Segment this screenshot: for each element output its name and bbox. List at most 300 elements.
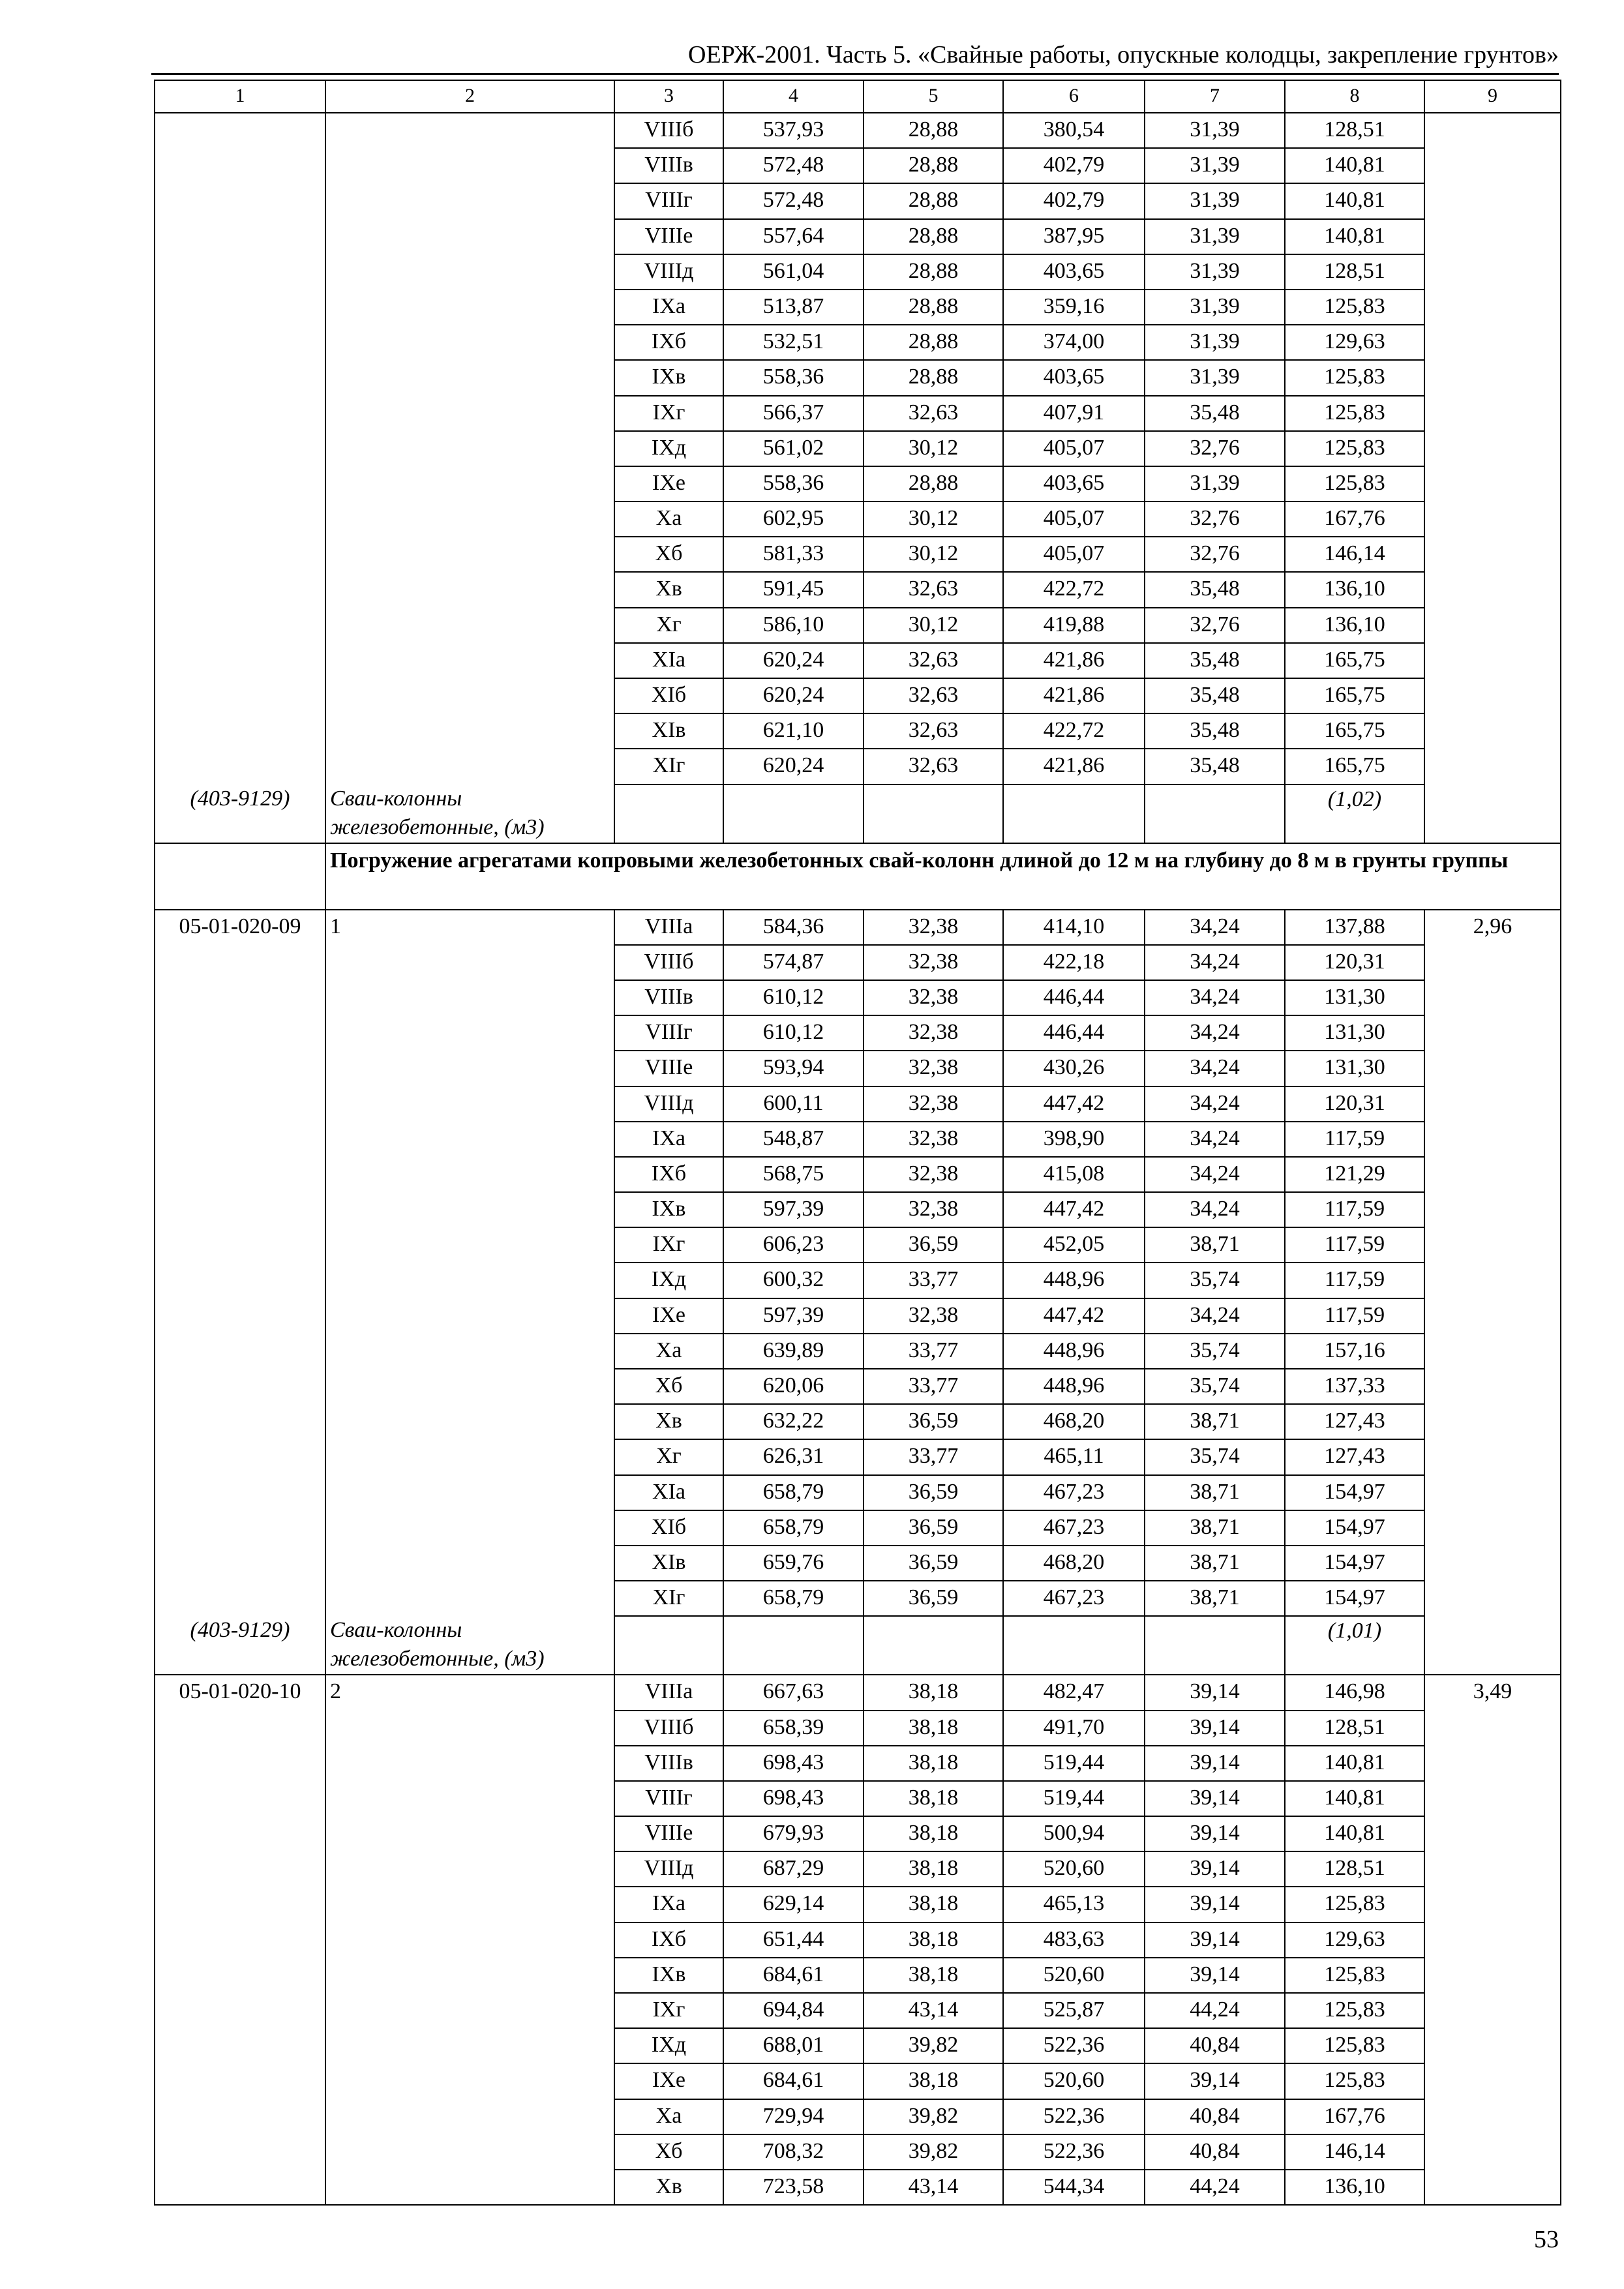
total-cost-cell: 581,33	[723, 537, 864, 572]
soil-category-cell: VIIIг	[614, 183, 723, 218]
norm-code-cell	[155, 1439, 325, 1474]
wages-cell: 28,88	[864, 183, 1003, 218]
soil-category-cell: IXб	[614, 325, 723, 360]
machine-cost-cell: 403,65	[1003, 466, 1145, 501]
wages-cell: 38,18	[864, 1675, 1003, 1710]
labor-rate-cell	[1424, 1711, 1561, 1746]
norm-code-cell	[155, 608, 325, 643]
resource-empty-cell	[1145, 785, 1285, 843]
materials-cost-cell: 128,51	[1285, 1851, 1424, 1887]
wages-cell: 36,59	[864, 1510, 1003, 1546]
soil-category-cell: XIг	[614, 1581, 723, 1616]
wages-cell: 28,88	[864, 254, 1003, 290]
wages-cell: 33,77	[864, 1334, 1003, 1369]
total-cost-cell: 610,12	[723, 980, 864, 1015]
machine-cost-cell: 465,13	[1003, 1887, 1145, 1922]
soil-group-cell	[325, 537, 614, 572]
norm-code-cell	[155, 2063, 325, 2099]
soil-group-cell: 1	[325, 910, 614, 945]
wages-cell: 32,63	[864, 678, 1003, 713]
wages-cell: 33,77	[864, 1263, 1003, 1298]
norm-code-cell	[155, 1334, 325, 1369]
materials-cost-cell: 129,63	[1285, 1922, 1424, 1958]
resource-empty-cell	[864, 785, 1003, 843]
norm-code-cell	[155, 1958, 325, 1993]
soil-group-cell	[325, 2170, 614, 2205]
materials-cost-cell: 136,10	[1285, 572, 1424, 607]
total-cost-cell: 723,58	[723, 2170, 864, 2205]
soil-group-cell	[325, 396, 614, 431]
machine-cost-cell: 465,11	[1003, 1439, 1145, 1474]
norm-code-cell	[155, 2028, 325, 2063]
total-cost-cell: 620,06	[723, 1369, 864, 1404]
soil-category-cell: Xа	[614, 501, 723, 537]
machine-cost-cell: 520,60	[1003, 2063, 1145, 2099]
norm-code-cell	[155, 1369, 325, 1404]
column-number: 5	[864, 80, 1003, 113]
wages-cell: 32,38	[864, 945, 1003, 980]
labor-rate-cell	[1424, 1816, 1561, 1851]
norm-code-cell	[155, 1298, 325, 1334]
driver-wages-cell: 38,71	[1145, 1581, 1285, 1616]
driver-wages-cell: 35,48	[1145, 678, 1285, 713]
materials-cost-cell: 117,59	[1285, 1122, 1424, 1157]
total-cost-cell: 586,10	[723, 608, 864, 643]
total-cost-cell: 620,24	[723, 643, 864, 678]
norm-code-cell	[155, 1711, 325, 1746]
machine-cost-cell: 447,42	[1003, 1086, 1145, 1122]
section-header-row	[155, 843, 1561, 910]
machine-cost-cell: 491,70	[1003, 1711, 1145, 1746]
materials-cost-cell: 140,81	[1285, 1781, 1424, 1816]
machine-cost-cell: 500,94	[1003, 1816, 1145, 1851]
wages-cell: 39,82	[864, 2134, 1003, 2170]
soil-category-cell: Xб	[614, 537, 723, 572]
labor-rate-cell	[1424, 1122, 1561, 1157]
wages-cell: 33,77	[864, 1439, 1003, 1474]
total-cost-cell: 684,61	[723, 2063, 864, 2099]
wages-cell: 30,12	[864, 431, 1003, 466]
materials-cost-cell: 154,97	[1285, 1581, 1424, 1616]
driver-wages-cell: 32,76	[1145, 431, 1285, 466]
total-cost-cell: 639,89	[723, 1334, 864, 1369]
soil-category-cell: VIIIд	[614, 1086, 723, 1122]
driver-wages-cell: 35,48	[1145, 643, 1285, 678]
soil-category-cell: Xг	[614, 608, 723, 643]
soil-group-cell	[325, 2134, 614, 2170]
total-cost-cell: 658,39	[723, 1711, 864, 1746]
labor-rate-cell	[1424, 1051, 1561, 1086]
driver-wages-cell: 39,14	[1145, 1887, 1285, 1922]
soil-category-cell: Xг	[614, 1439, 723, 1474]
driver-wages-cell: 38,71	[1145, 1404, 1285, 1439]
materials-cost-cell: 125,83	[1285, 360, 1424, 395]
table-row	[155, 1993, 1561, 2028]
machine-cost-cell: 374,00	[1003, 325, 1145, 360]
wages-cell: 43,14	[864, 1993, 1003, 2028]
total-cost-cell: 698,43	[723, 1746, 864, 1781]
soil-group-cell	[325, 1439, 614, 1474]
total-cost-cell: 566,37	[723, 396, 864, 431]
soil-category-cell: Xв	[614, 572, 723, 607]
machine-cost-cell: 467,23	[1003, 1581, 1145, 1616]
soil-category-cell: XIа	[614, 1475, 723, 1510]
column-number: 2	[325, 80, 614, 113]
table-row	[155, 254, 1561, 290]
total-cost-cell: 729,94	[723, 2099, 864, 2134]
table-row	[155, 980, 1561, 1015]
norm-code-cell: 05-01-020-10	[155, 1675, 325, 1710]
column-number: 1	[155, 80, 325, 113]
soil-category-cell: XIб	[614, 678, 723, 713]
wages-cell: 30,12	[864, 501, 1003, 537]
soil-category-cell: Xв	[614, 2170, 723, 2205]
labor-rate-cell	[1424, 1334, 1561, 1369]
total-cost-cell: 651,44	[723, 1922, 864, 1958]
table-row	[155, 360, 1561, 395]
table-row	[155, 1298, 1561, 1334]
materials-cost-cell: 117,59	[1285, 1263, 1424, 1298]
norm-code-cell	[155, 2170, 325, 2205]
materials-cost-cell: 129,63	[1285, 325, 1424, 360]
total-cost-cell: 658,79	[723, 1581, 864, 1616]
materials-cost-cell: 140,81	[1285, 148, 1424, 183]
driver-wages-cell: 34,24	[1145, 945, 1285, 980]
labor-rate-cell	[1424, 608, 1561, 643]
table-row	[155, 1227, 1561, 1263]
wages-cell: 32,38	[864, 1298, 1003, 1334]
soil-category-cell: IXб	[614, 1157, 723, 1192]
driver-wages-cell: 31,39	[1145, 466, 1285, 501]
soil-category-cell: IXд	[614, 1263, 723, 1298]
norm-code-cell	[155, 1851, 325, 1887]
total-cost-cell: 610,12	[723, 1015, 864, 1051]
soil-group-cell	[325, 254, 614, 290]
soil-category-cell: Xв	[614, 1404, 723, 1439]
wages-cell: 38,18	[864, 1958, 1003, 1993]
norm-code-cell	[155, 1887, 325, 1922]
total-cost-cell: 632,22	[723, 1404, 864, 1439]
total-cost-cell: 593,94	[723, 1051, 864, 1086]
norm-code-cell	[155, 572, 325, 607]
table-row	[155, 2028, 1561, 2063]
resource-empty-cell	[723, 785, 864, 843]
materials-cost-cell: 165,75	[1285, 678, 1424, 713]
materials-cost-cell: 127,43	[1285, 1439, 1424, 1474]
soil-category-cell: IXд	[614, 431, 723, 466]
materials-cost-cell: 125,83	[1285, 1993, 1424, 2028]
norm-code-cell	[155, 254, 325, 290]
total-cost-cell: 591,45	[723, 572, 864, 607]
table-row	[155, 537, 1561, 572]
soil-group-cell	[325, 1298, 614, 1334]
norms-table-body	[155, 80, 1561, 2205]
soil-group-cell	[325, 1015, 614, 1051]
driver-wages-cell: 31,39	[1145, 254, 1285, 290]
total-cost-cell: 620,24	[723, 678, 864, 713]
machine-cost-cell: 447,42	[1003, 1192, 1145, 1227]
materials-cost-cell: 140,81	[1285, 183, 1424, 218]
machine-cost-cell: 421,86	[1003, 678, 1145, 713]
table-row	[155, 2063, 1561, 2099]
soil-group-cell	[325, 148, 614, 183]
resource-row	[155, 785, 1561, 843]
materials-cost-cell: 125,83	[1285, 1958, 1424, 1993]
soil-group-cell	[325, 1227, 614, 1263]
wages-cell: 32,38	[864, 1157, 1003, 1192]
driver-wages-cell: 39,14	[1145, 1851, 1285, 1887]
soil-group-cell	[325, 1263, 614, 1298]
column-number: 7	[1145, 80, 1285, 113]
soil-category-cell: VIIIа	[614, 910, 723, 945]
wages-cell: 32,38	[864, 1015, 1003, 1051]
soil-category-cell: IXв	[614, 360, 723, 395]
soil-group-cell	[325, 1369, 614, 1404]
materials-cost-cell: 146,14	[1285, 537, 1424, 572]
norms-table-container	[154, 80, 1561, 2206]
total-cost-cell: 561,02	[723, 431, 864, 466]
soil-group-cell	[325, 1086, 614, 1122]
wages-cell: 28,88	[864, 466, 1003, 501]
driver-wages-cell: 44,24	[1145, 1993, 1285, 2028]
soil-category-cell: IXб	[614, 1922, 723, 1958]
norm-code-cell: 05-01-020-09	[155, 910, 325, 945]
soil-category-cell: IXг	[614, 1993, 723, 2028]
machine-cost-cell: 468,20	[1003, 1546, 1145, 1581]
driver-wages-cell: 40,84	[1145, 2099, 1285, 2134]
page-header: ОЕРЖ-2001. Часть 5. «Свайные работы, опускные колодцы, закрепление грунтов»	[688, 41, 1559, 68]
table-row	[155, 608, 1561, 643]
driver-wages-cell: 31,39	[1145, 219, 1285, 254]
machine-cost-cell: 483,63	[1003, 1922, 1145, 1958]
norms-table	[154, 80, 1561, 2206]
materials-cost-cell: 137,88	[1285, 910, 1424, 945]
machine-cost-cell: 468,20	[1003, 1404, 1145, 1439]
driver-wages-cell: 38,71	[1145, 1510, 1285, 1546]
materials-cost-cell: 125,83	[1285, 396, 1424, 431]
driver-wages-cell: 34,24	[1145, 1051, 1285, 1086]
driver-wages-cell: 39,14	[1145, 1781, 1285, 1816]
total-cost-cell: 532,51	[723, 325, 864, 360]
materials-cost-cell: 157,16	[1285, 1334, 1424, 1369]
soil-category-cell: Xб	[614, 2134, 723, 2170]
soil-group-cell	[325, 980, 614, 1015]
resource-row	[155, 1616, 1561, 1675]
wages-cell: 38,18	[864, 1746, 1003, 1781]
norm-code-cell	[155, 749, 325, 784]
materials-cost-cell: 117,59	[1285, 1227, 1424, 1263]
table-row	[155, 572, 1561, 607]
norm-code-cell	[155, 1546, 325, 1581]
resource-quantity-cell: (1,01)	[1285, 1616, 1424, 1675]
wages-cell: 38,18	[864, 1711, 1003, 1746]
norm-code-cell	[155, 2134, 325, 2170]
soil-group-cell	[325, 1581, 614, 1616]
soil-category-cell: IXг	[614, 1227, 723, 1263]
machine-cost-cell: 405,07	[1003, 537, 1145, 572]
driver-wages-cell: 40,84	[1145, 2134, 1285, 2170]
materials-cost-cell: 117,59	[1285, 1298, 1424, 1334]
soil-category-cell: VIIIа	[614, 1675, 723, 1710]
wages-cell: 36,59	[864, 1546, 1003, 1581]
table-row	[155, 1746, 1561, 1781]
materials-cost-cell: 146,14	[1285, 2134, 1424, 2170]
total-cost-cell: 708,32	[723, 2134, 864, 2170]
total-cost-cell: 574,87	[723, 945, 864, 980]
wages-cell: 28,88	[864, 113, 1003, 148]
wages-cell: 32,63	[864, 749, 1003, 784]
wages-cell: 38,18	[864, 1781, 1003, 1816]
total-cost-cell: 667,63	[723, 1675, 864, 1710]
labor-rate-cell	[1424, 678, 1561, 713]
labor-rate-cell	[1424, 1958, 1561, 1993]
machine-cost-cell: 519,44	[1003, 1746, 1145, 1781]
labor-rate-cell	[1424, 1781, 1561, 1816]
soil-group-cell	[325, 1192, 614, 1227]
driver-wages-cell: 31,39	[1145, 360, 1285, 395]
soil-group-cell	[325, 1781, 614, 1816]
table-row	[155, 1015, 1561, 1051]
norm-code-cell	[155, 713, 325, 749]
table-row	[155, 1816, 1561, 1851]
norm-code-cell	[155, 1510, 325, 1546]
labor-rate-cell	[1424, 466, 1561, 501]
soil-category-cell: Xб	[614, 1369, 723, 1404]
labor-rate-cell	[1424, 290, 1561, 325]
machine-cost-cell: 446,44	[1003, 980, 1145, 1015]
driver-wages-cell: 39,14	[1145, 1711, 1285, 1746]
column-number: 4	[723, 80, 864, 113]
wages-cell: 28,88	[864, 148, 1003, 183]
machine-cost-cell: 430,26	[1003, 1051, 1145, 1086]
wages-cell: 30,12	[864, 537, 1003, 572]
soil-group-cell	[325, 113, 614, 148]
total-cost-cell: 620,24	[723, 749, 864, 784]
wages-cell: 36,59	[864, 1475, 1003, 1510]
labor-rate-cell	[1424, 1086, 1561, 1122]
table-row	[155, 466, 1561, 501]
header-rule	[151, 73, 1559, 75]
wages-cell: 28,88	[864, 290, 1003, 325]
resource-empty-cell	[1424, 785, 1561, 843]
soil-group-cell	[325, 183, 614, 218]
driver-wages-cell: 39,14	[1145, 1675, 1285, 1710]
norm-code-cell	[155, 219, 325, 254]
soil-group-cell	[325, 431, 614, 466]
labor-rate-cell	[1424, 749, 1561, 784]
labor-rate-cell	[1424, 1993, 1561, 2028]
table-row	[155, 1404, 1561, 1439]
table-row	[155, 2170, 1561, 2205]
norm-code-cell	[155, 2099, 325, 2134]
soil-group-cell	[325, 749, 614, 784]
labor-rate-cell	[1424, 1922, 1561, 1958]
column-number: 3	[614, 80, 723, 113]
materials-cost-cell: 165,75	[1285, 749, 1424, 784]
wages-cell: 32,63	[864, 643, 1003, 678]
table-row	[155, 325, 1561, 360]
soil-group-cell	[325, 572, 614, 607]
labor-rate-cell	[1424, 1015, 1561, 1051]
soil-group-cell	[325, 290, 614, 325]
column-number-row	[155, 80, 1561, 113]
norm-code-cell	[155, 1993, 325, 2028]
driver-wages-cell: 35,48	[1145, 396, 1285, 431]
materials-cost-cell: 128,51	[1285, 1711, 1424, 1746]
soil-category-cell: VIIIе	[614, 1816, 723, 1851]
norm-code-cell	[155, 1746, 325, 1781]
materials-cost-cell: 154,97	[1285, 1546, 1424, 1581]
soil-category-cell: XIв	[614, 713, 723, 749]
norm-code-cell	[155, 945, 325, 980]
driver-wages-cell: 44,24	[1145, 2170, 1285, 2205]
table-row	[155, 1851, 1561, 1887]
total-cost-cell: 568,75	[723, 1157, 864, 1192]
driver-wages-cell: 39,14	[1145, 1958, 1285, 1993]
total-cost-cell: 659,76	[723, 1546, 864, 1581]
soil-category-cell: VIIIб	[614, 113, 723, 148]
wages-cell: 28,88	[864, 360, 1003, 395]
labor-rate-cell	[1424, 643, 1561, 678]
norm-code-cell	[155, 1015, 325, 1051]
table-row	[155, 1546, 1561, 1581]
table-row	[155, 749, 1561, 784]
materials-cost-cell: 125,83	[1285, 466, 1424, 501]
section-blank-cell	[155, 843, 325, 910]
total-cost-cell: 698,43	[723, 1781, 864, 1816]
machine-cost-cell: 447,42	[1003, 1298, 1145, 1334]
labor-rate-cell	[1424, 1298, 1561, 1334]
driver-wages-cell: 34,24	[1145, 1192, 1285, 1227]
resource-code-cell: (403-9129)	[155, 785, 325, 843]
wages-cell: 38,18	[864, 1851, 1003, 1887]
norm-code-cell	[155, 1781, 325, 1816]
labor-rate-cell	[1424, 2099, 1561, 2134]
driver-wages-cell: 38,71	[1145, 1227, 1285, 1263]
total-cost-cell: 600,32	[723, 1263, 864, 1298]
machine-cost-cell: 522,36	[1003, 2099, 1145, 2134]
table-row	[155, 1192, 1561, 1227]
soil-category-cell: VIIIв	[614, 1746, 723, 1781]
table-row	[155, 219, 1561, 254]
wages-cell: 32,38	[864, 1192, 1003, 1227]
soil-category-cell: VIIIе	[614, 219, 723, 254]
total-cost-cell: 621,10	[723, 713, 864, 749]
wages-cell: 30,12	[864, 608, 1003, 643]
materials-cost-cell: 120,31	[1285, 1086, 1424, 1122]
labor-rate-cell	[1424, 501, 1561, 537]
materials-cost-cell: 136,10	[1285, 608, 1424, 643]
machine-cost-cell: 525,87	[1003, 1993, 1145, 2028]
labor-rate-cell	[1424, 945, 1561, 980]
machine-cost-cell: 405,07	[1003, 431, 1145, 466]
soil-group-cell	[325, 2099, 614, 2134]
table-row	[155, 1675, 1561, 1710]
wages-cell: 38,18	[864, 1816, 1003, 1851]
soil-group-cell	[325, 1922, 614, 1958]
total-cost-cell: 597,39	[723, 1298, 864, 1334]
soil-group-cell	[325, 501, 614, 537]
materials-cost-cell: 165,75	[1285, 643, 1424, 678]
resource-empty-cell	[1003, 785, 1145, 843]
table-row	[155, 1439, 1561, 1474]
soil-category-cell: IXе	[614, 2063, 723, 2099]
total-cost-cell: 558,36	[723, 466, 864, 501]
materials-cost-cell: 131,30	[1285, 1015, 1424, 1051]
total-cost-cell: 572,48	[723, 183, 864, 218]
total-cost-cell: 626,31	[723, 1439, 864, 1474]
machine-cost-cell: 421,86	[1003, 643, 1145, 678]
